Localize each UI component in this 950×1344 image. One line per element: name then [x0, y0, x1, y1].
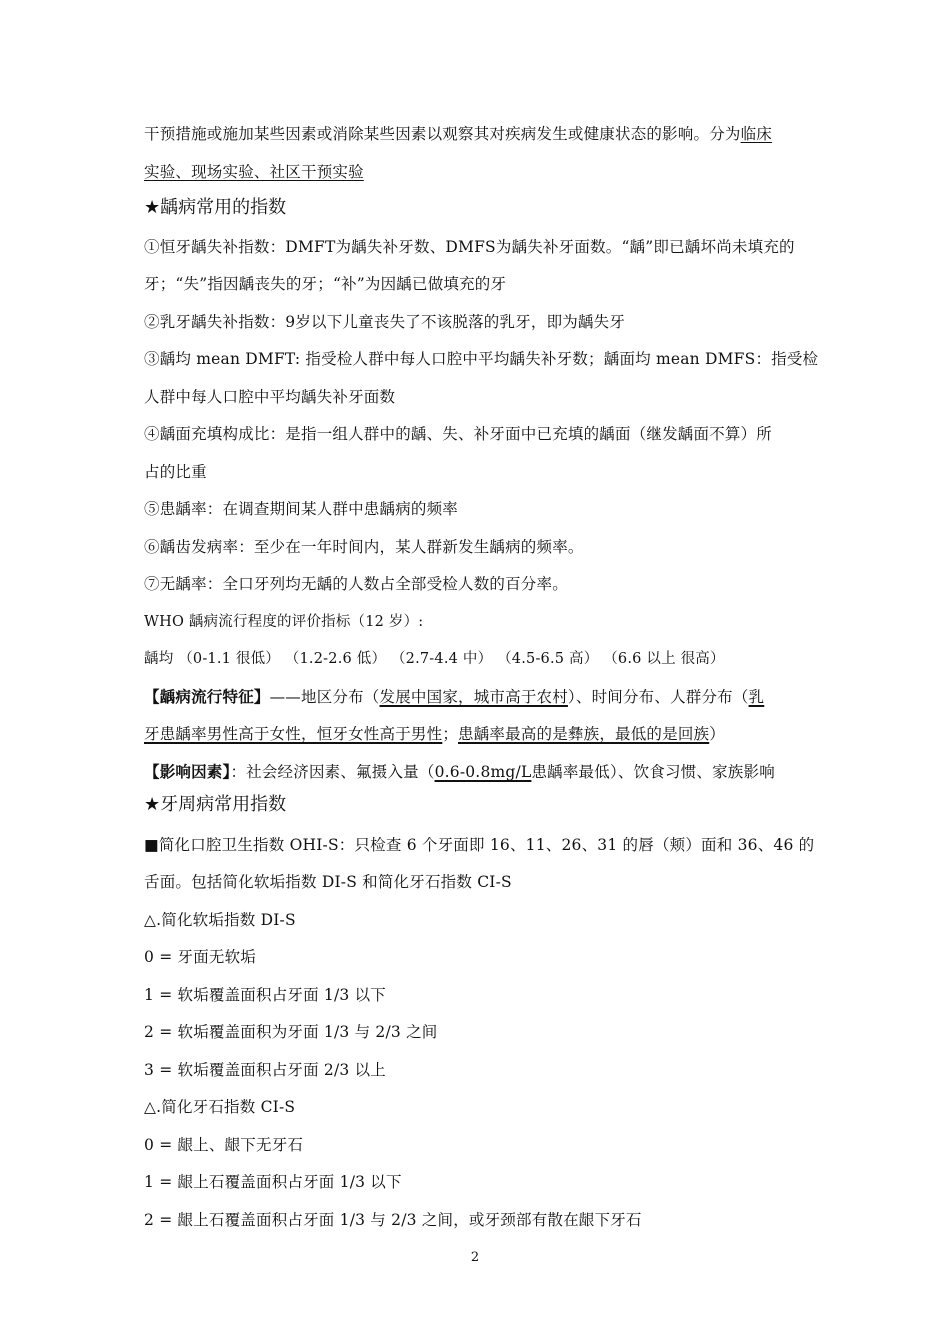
caries-item-3-line-1: ③龋均 mean DMFT: 指受检人群中每人口腔中平均龋失补牙数；龋面均 mean DMFS：指受检: [144, 350, 819, 368]
factors-underline: 0.6-0.8mg/L: [434, 763, 532, 781]
caries-item-3-line-2: 人群中每人口腔中平均龋失补牙面数: [144, 388, 396, 406]
cis-score-1: 1 = 龈上石覆盖面积占牙面 1/3 以下: [144, 1173, 402, 1191]
epidemic-line-2: [144, 723, 808, 745]
epidemic-text-4: ）: [709, 725, 725, 743]
cis-title: △.简化牙石指数 CI-S: [144, 1098, 296, 1116]
intro-text: 干预措施或施加某些因素或消除某些因素以观察其对疾病发生或健康状态的影响。分为: [144, 125, 741, 143]
intro-line-1: [144, 123, 808, 145]
who-scale: 龋均 （0-1.1 很低） （1.2-2.6 低） （2.7-4.4 中） （4.5-6.5 高） （6.6 以上 很高）: [144, 651, 725, 667]
who-title: WHO 龋病流行程度的评价指标（12 岁）:: [144, 614, 424, 630]
caries-item-5: ⑤患龋率：在调查期间某人群中患龋病的频率: [144, 500, 459, 518]
epidemic-underline-1: 发展中国家，城市高于农村: [379, 688, 568, 706]
factors-label: 【影响因素】: [144, 762, 231, 781]
epidemic-underline-3: 牙患龋率男性高于女性，恒牙女性高于男性: [144, 725, 443, 743]
factors-text-2: 患龋率最低）、饮食习惯、家族影响: [531, 763, 775, 781]
cis-score-2: 2 = 龈上石覆盖面积占牙面 1/3 与 2/3 之间，或牙颈部有散在龈下牙石: [144, 1211, 642, 1229]
dis-title: △.简化软垢指数 DI-S: [144, 911, 296, 929]
intro-underlined: 临床: [740, 125, 773, 143]
ohis-line-2: 舌面。包括简化软垢指数 DI-S 和简化牙石指数 CI-S: [144, 873, 512, 891]
caries-item-6: ⑥龋齿发病率：至少在一年时间内，某人群新发生龋病的频率。: [144, 538, 584, 556]
page-number: 2: [470, 1250, 480, 1265]
factors-text-1: ：社会经济因素、氟摄入量（: [230, 763, 435, 781]
ohis-line-1: ■简化口腔卫生指数 OHI-S：只检查 6 个牙面即 16、11、26、31 的唇（颊）面和 36、46 的: [144, 836, 815, 854]
dis-score-2: 2 = 软垢覆盖面积为牙面 1/3 与 2/3 之间: [144, 1023, 438, 1041]
factors-line: [144, 761, 808, 783]
epidemic-text-3: ；: [442, 725, 459, 743]
epidemic-underline-2: 乳: [748, 688, 765, 706]
intro-line-2: [144, 161, 808, 183]
caries-item-2: ②乳牙龋失补指数：9岁以下儿童丧失了不该脱落的乳牙，即为龋失牙: [144, 313, 626, 331]
caries-item-1-line-1: ①恒牙龋失补指数：DMFT为龋失补牙数、DMFS为龋失补牙面数。“龋”即已龋坏尚未填充的: [144, 238, 795, 256]
caries-heading: ★龋病常用的指数: [144, 197, 287, 218]
epidemic-underline-4: 患龋率最高的是彝族，最低的是回族: [458, 725, 710, 743]
perio-heading: ★牙周病常用指数: [144, 794, 287, 815]
caries-item-7: ⑦无龋率：全口牙列均无龋的人数占全部受检人数的百分率。: [144, 575, 568, 593]
epidemic-label: 【龋病流行特征】: [144, 687, 270, 706]
dis-score-3: 3 = 软垢覆盖面积占牙面 2/3 以上: [144, 1061, 387, 1079]
epidemic-text-2: ）、时间分布、人群分布（: [567, 688, 749, 706]
epidemic-text-1: ——地区分布（: [269, 688, 380, 706]
cis-score-0: 0 = 龈上、龈下无牙石: [144, 1136, 304, 1154]
intro-underlined-2: 实验、现场实验、社区干预实验: [144, 163, 364, 181]
caries-item-1-line-2: 牙；“失”指因龋丧失的牙；“补”为因龋已做填充的牙: [144, 275, 507, 293]
caries-item-4-line-1: ④龋面充填构成比：是指一组人群中的龋、失、补牙面中已充填的龋面（继发龋面不算）所: [144, 425, 773, 443]
epidemic-line-1: [144, 686, 808, 708]
caries-item-4-line-2: 占的比重: [144, 463, 207, 481]
dis-score-1: 1 = 软垢覆盖面积占牙面 1/3 以下: [144, 986, 387, 1004]
dis-score-0: 0 = 牙面无软垢: [144, 948, 257, 966]
